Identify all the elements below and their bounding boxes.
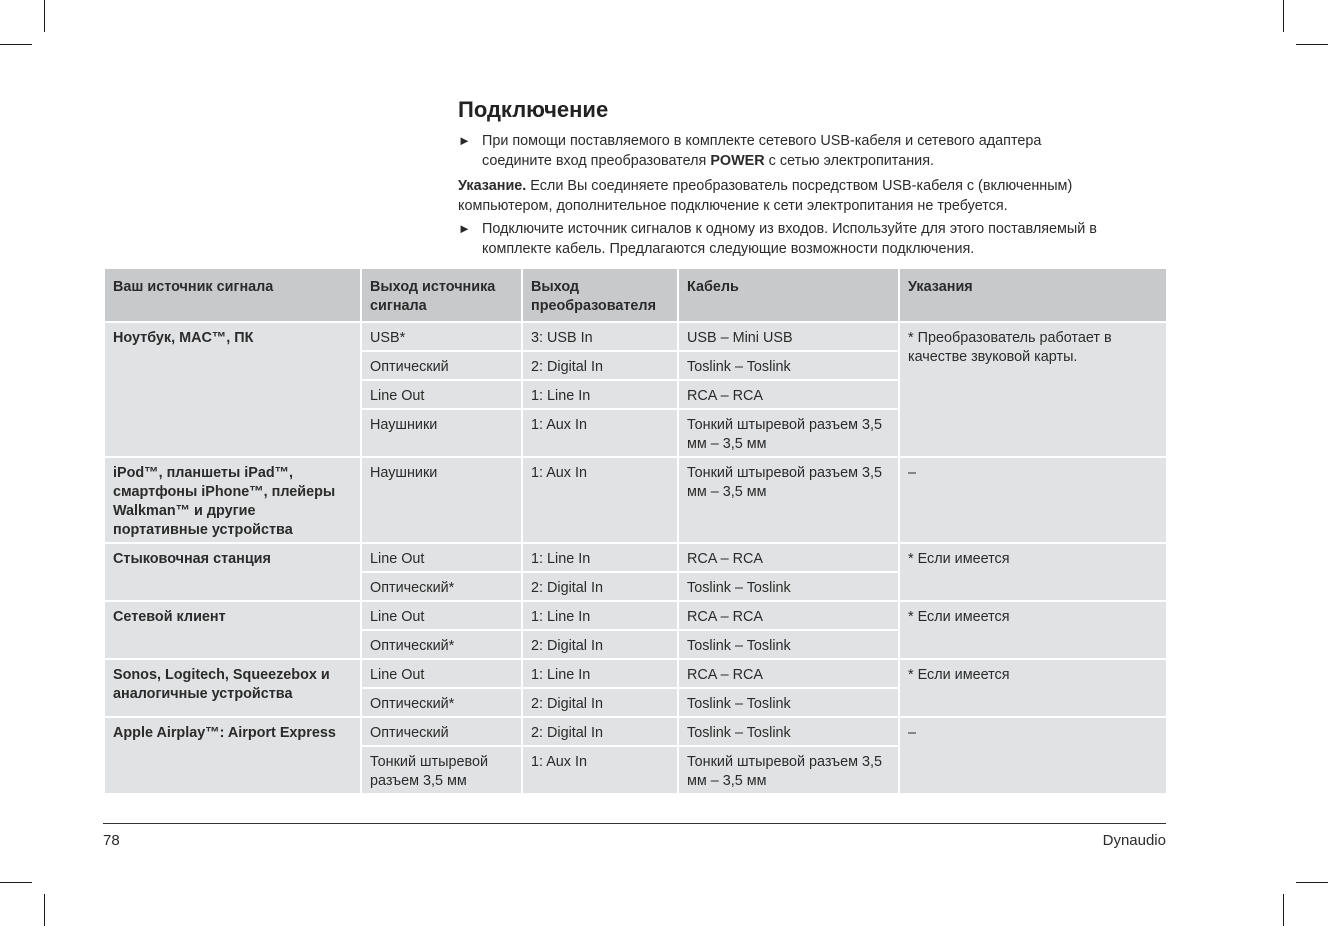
crop-mark — [44, 0, 45, 32]
source-cell: Sonos, Logitech, Squeezebox и аналогичные устройства — [104, 659, 361, 717]
source-output-cell: Тонкий штыревой разъем 3,5 мм — [361, 746, 522, 794]
note-cell: – — [899, 717, 1167, 794]
converter-input-cell: 2: Digital In — [522, 630, 678, 659]
header-source: Ваш источник сигнала — [104, 268, 361, 322]
cable-cell: Toslink – Toslink — [678, 630, 899, 659]
header-converter-input: Выход преобразователя — [522, 268, 678, 322]
converter-input-cell: 1: Aux In — [522, 409, 678, 457]
table-row — [104, 601, 1167, 630]
crop-mark — [1296, 882, 1328, 883]
converter-input-cell: 1: Aux In — [522, 457, 678, 543]
table-row — [104, 717, 1167, 746]
header-notes: Указания — [899, 268, 1167, 322]
source-cell: Apple Airplay™: Airport Express — [104, 717, 361, 794]
table-header-row — [104, 268, 1167, 322]
converter-input-cell: 2: Digital In — [522, 572, 678, 601]
page-number: 78 — [103, 832, 120, 849]
brand-name: Dynaudio — [1102, 832, 1166, 849]
cable-cell: Toslink – Toslink — [678, 717, 899, 746]
source-cell: Стыковочная станция — [104, 543, 361, 601]
source-output-cell: Оптический — [361, 351, 522, 380]
source-output-cell: Наушники — [361, 457, 522, 543]
source-cell: iPod™, планшеты iPad™, смартфоны iPhone™, плейеры Walkman™ и другие портативные устройства — [104, 457, 361, 543]
instruction-line: соедините вход преобразователя POWER с сетью электропитания. — [482, 153, 935, 169]
source-output-cell: Оптический* — [361, 688, 522, 717]
converter-input-cell: 1: Aux In — [522, 746, 678, 794]
table-row — [104, 543, 1167, 572]
instruction-line: Подключите источник сигналов к одному из входов. Используйте для этого поставляемый в — [482, 221, 1097, 237]
cable-cell: Toslink – Toslink — [678, 688, 899, 717]
table-row — [104, 659, 1167, 688]
source-output-cell: Line Out — [361, 380, 522, 409]
crop-mark — [1296, 44, 1328, 45]
source-cell: Ноутбук, MAC™, ПК — [104, 322, 361, 457]
cable-cell: Тонкий штыревой разъем 3,5 мм – 3,5 мм — [678, 409, 899, 457]
cable-cell: Тонкий штыревой разъем 3,5 мм – 3,5 мм — [678, 457, 899, 543]
note-label: Указание. — [458, 178, 527, 194]
converter-input-cell: 2: Digital In — [522, 717, 678, 746]
power-label: POWER — [710, 153, 765, 169]
source-output-cell: Оптический* — [361, 572, 522, 601]
source-output-cell: Line Out — [361, 659, 522, 688]
cable-cell: RCA – RCA — [678, 601, 899, 630]
cable-cell: RCA – RCA — [678, 543, 899, 572]
source-cell: Сетевой клиент — [104, 601, 361, 659]
cable-cell: RCA – RCA — [678, 659, 899, 688]
arrow-bullet-icon: ► — [458, 133, 471, 148]
cable-cell: USB – Mini USB — [678, 322, 899, 351]
note-cell: – — [899, 457, 1167, 543]
converter-input-cell: 1: Line In — [522, 659, 678, 688]
converter-input-cell: 1: Line In — [522, 601, 678, 630]
converter-input-cell: 2: Digital In — [522, 351, 678, 380]
instruction-line: При помощи поставляемого в комплекте сетевого USB-кабеля и сетевого адаптера — [482, 133, 1042, 149]
crop-mark — [1283, 894, 1284, 926]
cable-cell: Toslink – Toslink — [678, 351, 899, 380]
table-row — [104, 322, 1167, 351]
source-output-cell: Line Out — [361, 543, 522, 572]
source-output-cell: Оптический* — [361, 630, 522, 659]
cable-cell: Toslink – Toslink — [678, 572, 899, 601]
converter-input-cell: 1: Line In — [522, 380, 678, 409]
cable-cell: Тонкий штыревой разъем 3,5 мм – 3,5 мм — [678, 746, 899, 794]
source-output-cell: Оптический — [361, 717, 522, 746]
header-source-output: Выход источника сигнала — [361, 268, 522, 322]
crop-mark — [44, 894, 45, 926]
table-row — [104, 457, 1167, 543]
connection-table — [103, 267, 1168, 795]
header-cable: Кабель — [678, 268, 899, 322]
converter-input-cell: 3: USB In — [522, 322, 678, 351]
note-paragraph: Указание. Если Вы соединяете преобразователь посредством USB-кабеля с (включенным) компьютером, дополнительное подключение к сети электропитания не требуется. — [458, 178, 1073, 214]
crop-mark — [0, 44, 32, 45]
source-output-cell: Line Out — [361, 601, 522, 630]
footer-divider — [103, 823, 1166, 824]
source-output-cell: Наушники — [361, 409, 522, 457]
note-cell: * Если имеется — [899, 659, 1167, 717]
arrow-bullet-icon: ► — [458, 221, 471, 236]
note-cell: * Преобразователь работает в качестве звуковой карты. — [899, 322, 1167, 457]
page-title: Подключение — [458, 97, 609, 122]
source-output-cell: USB* — [361, 322, 522, 351]
converter-input-cell: 2: Digital In — [522, 688, 678, 717]
crop-mark — [1283, 0, 1284, 32]
note-cell: * Если имеется — [899, 543, 1167, 601]
note-cell: * Если имеется — [899, 601, 1167, 659]
instruction-line: комплекте кабель. Предлагаются следующие возможности подключения. — [482, 241, 975, 257]
crop-mark — [0, 882, 32, 883]
converter-input-cell: 1: Line In — [522, 543, 678, 572]
cable-cell: RCA – RCA — [678, 380, 899, 409]
